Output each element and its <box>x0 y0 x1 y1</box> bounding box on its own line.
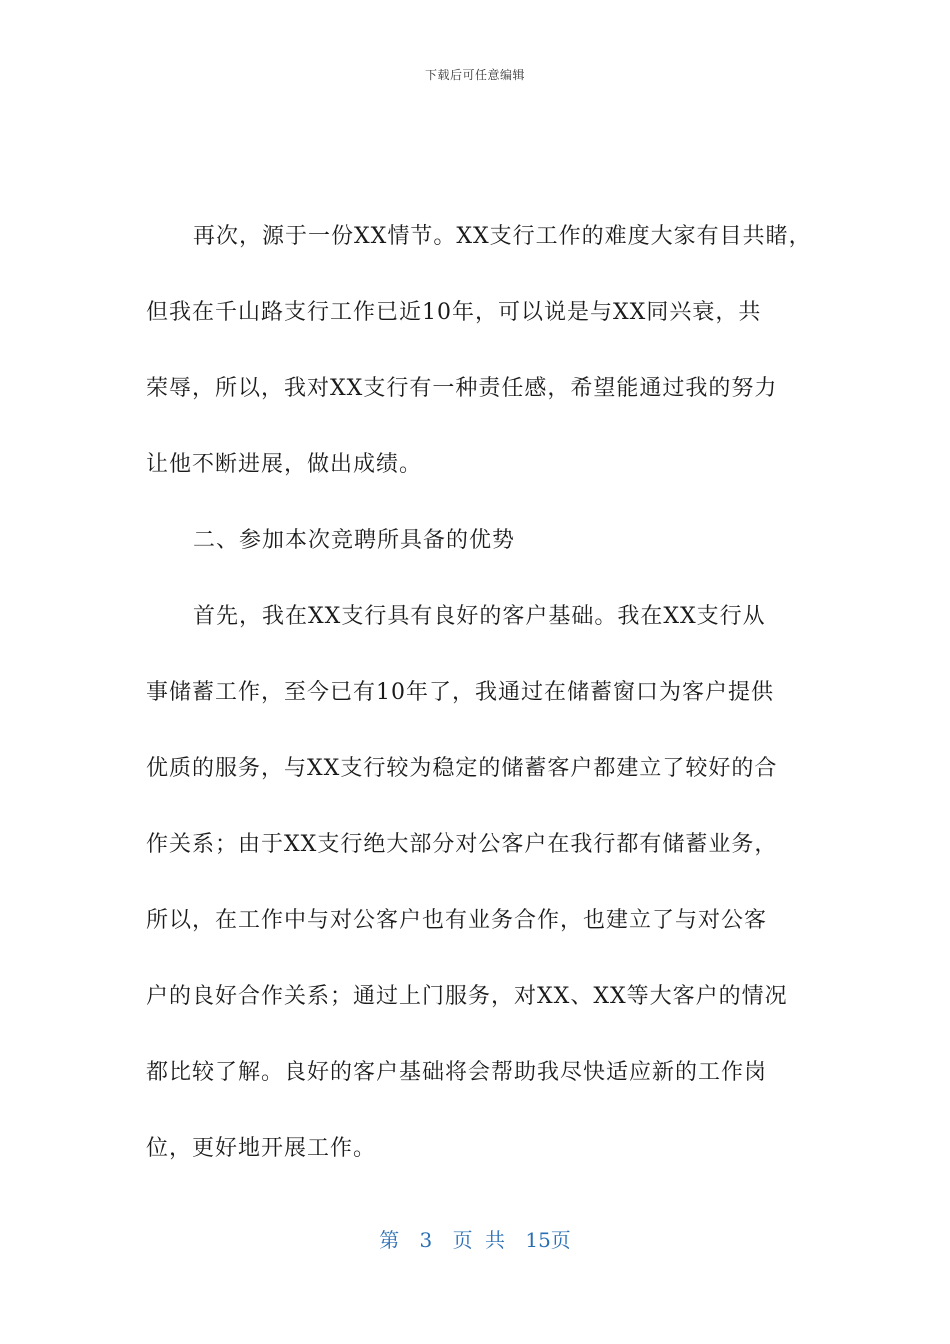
page-number-current: 3 <box>419 1228 433 1252</box>
document-body <box>146 199 826 1187</box>
paragraph-line: 都比较了解。良好的客户基础将会帮助我尽快适应新的工作岗 <box>146 1060 768 1085</box>
page-number-middle: 页 共 <box>452 1228 505 1252</box>
page-number <box>0 1224 950 1253</box>
paragraph-line: 但我在千山路支行工作已近10年，可以说是与XX同兴衰，共 <box>146 300 762 325</box>
paragraph-line: 首先，我在XX支行具有良好的客户基础。我在XX支行从 <box>193 604 766 629</box>
page-header: 下载后可任意编辑 <box>424 68 525 82</box>
paragraph-line: 再次，源于一份XX情节。XX支行工作的难度大家有目共睹， <box>193 224 812 249</box>
paragraph-line: 事储蓄工作，至今已有10年了，我通过在储蓄窗口为客户提供 <box>146 680 774 705</box>
paragraph-line: 让他不断进展，做出成绩。 <box>146 452 423 477</box>
section-heading: 二、参加本次竞聘所具备的优势 <box>193 528 516 553</box>
paragraph-line: 位，更好地开展工作。 <box>146 1136 377 1161</box>
paragraph-line: 作关系；由于XX支行绝大部分对公客户在我行都有储蓄业务， <box>146 832 778 857</box>
page-number-prefix: 第 <box>379 1228 400 1252</box>
paragraph-line: 荣辱，所以，我对XX支行有一种责任感，希望能通过我的努力 <box>146 376 778 401</box>
page-number-total: 15页 <box>525 1228 571 1252</box>
paragraph-line: 优质的服务，与XX支行较为稳定的储蓄客户都建立了较好的合 <box>146 756 778 781</box>
paragraph-line: 所以，在工作中与对公客户也有业务合作，也建立了与对公客 <box>146 908 768 933</box>
paragraph-line: 户的良好合作关系；通过上门服务，对XX、XX等大客户的情况 <box>146 984 788 1009</box>
